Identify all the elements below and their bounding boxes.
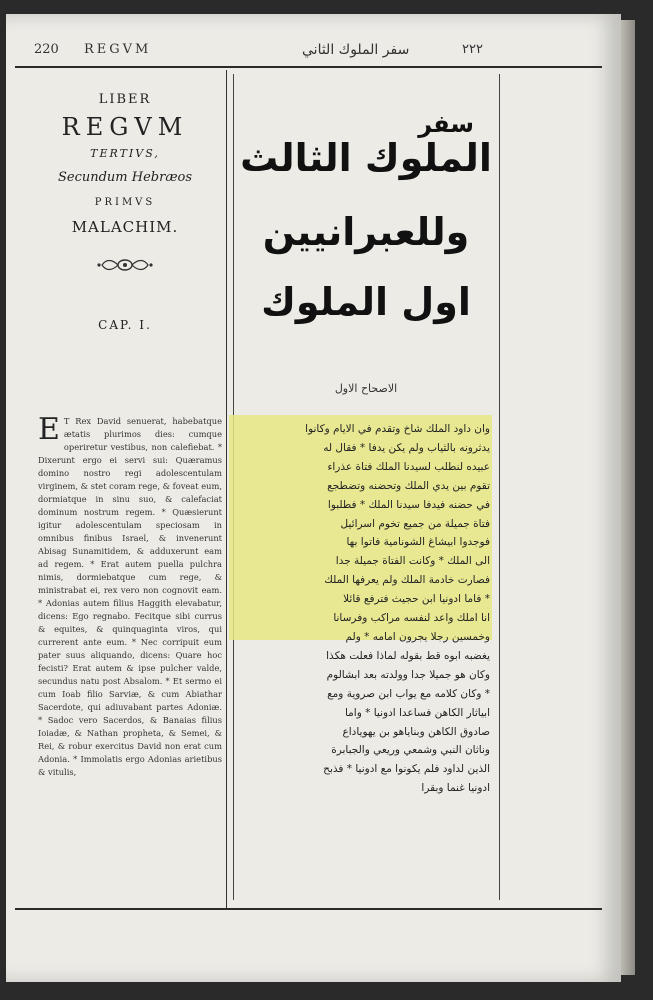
arabic-line: انا املك واعد لنفسه مراكب وفرسانا [333,612,490,625]
arabic-title-block [240,110,492,350]
arabic-title-sup: سفر [418,110,474,138]
arabic-title-line3: اول الملوك [261,280,471,324]
arabic-line: فتاة جميلة من جميع تخوم اسرائيل [340,517,490,530]
fleuron-ornament-icon [96,256,154,274]
latin-secundum: Secundum Hebræos [57,170,193,185]
bottom-rule [15,908,602,910]
latin-heading [30,88,220,332]
page-number-right: ٢٢٢ [462,42,483,57]
arabic-line: فصارت خادمة الملك ولم يعرفها الملك [324,574,490,587]
arabic-line: ابياثار الكاهن فساعدا ادونيا * واما [344,706,490,719]
arabic-line: * فاما ادونيا ابن حجيث فترفع قائلا [343,593,490,606]
arabic-line: يغضبه ابوه قط بقوله لماذا فعلت هكذا [326,649,490,662]
arabic-line: وان داود الملك شاخ وتقدم في الايام وكانوا [305,423,490,435]
running-title-latin: REGVM [84,42,152,57]
arabic-line: في حضنه فيدفا سيدنا الملك * فطلبوا [327,498,490,511]
latin-body-text [38,415,222,845]
arabic-line: صادوق الكاهن وبناياهو بن يهوياداع [342,725,490,738]
arabic-line: * وكان كلامه مع يواب ابن صروية ومع [327,687,490,700]
arabic-line: الذين لداود فلم يكونوا مع ادونيا * فذبح [323,763,490,776]
arabic-title-line1: الملوك الثالث [240,136,492,180]
latin-liber: LIBER [98,92,152,107]
running-head [34,42,504,62]
latin-paragraph: T Rex David senuerat, habebatque ætatis plurimos dies: cumque operiretur vestibus, non calefiebat. * Dixerunt ergo ei servi sui: Quæramus domino nostro regi adolescentulam virginem, & stet coram rege, & foveat eum, dormiatque in sinu suo, & calefaciat dominum nostrum regem. * Quæsierunt igitur adolescentulam speciosam in omnibus finibus Israel, & invenerunt Abisag Sunamitidem, & adduxerunt eam ad regem. * Erat autem puella pulchra nimis, dormiebatque cum rege, & ministrabat ei, rex vero non cognovit eam. * Adonias autem filius Haggith elevabatur, dicens: Ego regnabo. Fecitque sibi currus & equites, & quinquaginta viros, qui currerent ante eum. * Nec corripuit eum pater suus aliquando, dicens: Quare hoc fecisti? Erat autem & ipse pulcher valde, secundus natu post Absalom. * Et sermo ei cum Ioab filio Sarviæ, & cum Abiathar Sacerdote, qui adiuvabant partes Adoniæ. * Sadoc vero Sacerdos, & Banaias filius Ioiadæ, & Nathan propheta, & Semei, & Rei, & robur exercitus David non erat cum Adonia. * Immolatis ergo Adonias arietibus & vitulis, [38,416,222,777]
top-rule [15,66,602,68]
arabic-title-line2: وللعبرانيين [262,210,470,254]
column-divider [226,70,227,908]
latin-tertius: TERTIVS, [90,147,160,160]
arabic-line: تقوم بين يدي الملك وتحضنه وتضطجع [327,479,490,492]
page-edge [621,20,635,975]
arabic-line: ادونيا غنما وبقرا [421,782,490,795]
arabic-line: يدثرونه بالثياب ولم يكن يدفا * فقال له [323,441,490,454]
page-number-left: 220 [34,42,59,57]
latin-malachim: MALACHIM. [71,218,179,236]
arabic-line: وكان هو جميلا جدا وولدته بعد ابشالوم [326,668,490,681]
running-title-arabic: سفر الملوك الثاني [302,42,410,58]
arabic-body-text [240,420,490,900]
arabic-line: الى الملك * وكانت الفتاة جميلة جدا [335,555,490,568]
arabic-line: عبيده لنطلب لسيدنا الملك فتاة عذراء [327,460,490,473]
latin-primus: PRIMVS [94,197,156,208]
latin-chapter: CAP. I. [98,318,152,332]
arabic-line: فوجدوا ابيشاغ الشونامية فاتوا بها [346,536,490,549]
arabic-frame-right [499,74,500,900]
arabic-line: وخمسين رجلا يجرون امامه * ولم [345,630,490,643]
arabic-chapter: الاصحاح الاول [334,382,398,395]
drop-cap: E [38,415,60,447]
arabic-line: وناثان النبي وشمعي وريعي والجبابرة [331,744,490,757]
latin-regum: REGVM [61,113,189,141]
